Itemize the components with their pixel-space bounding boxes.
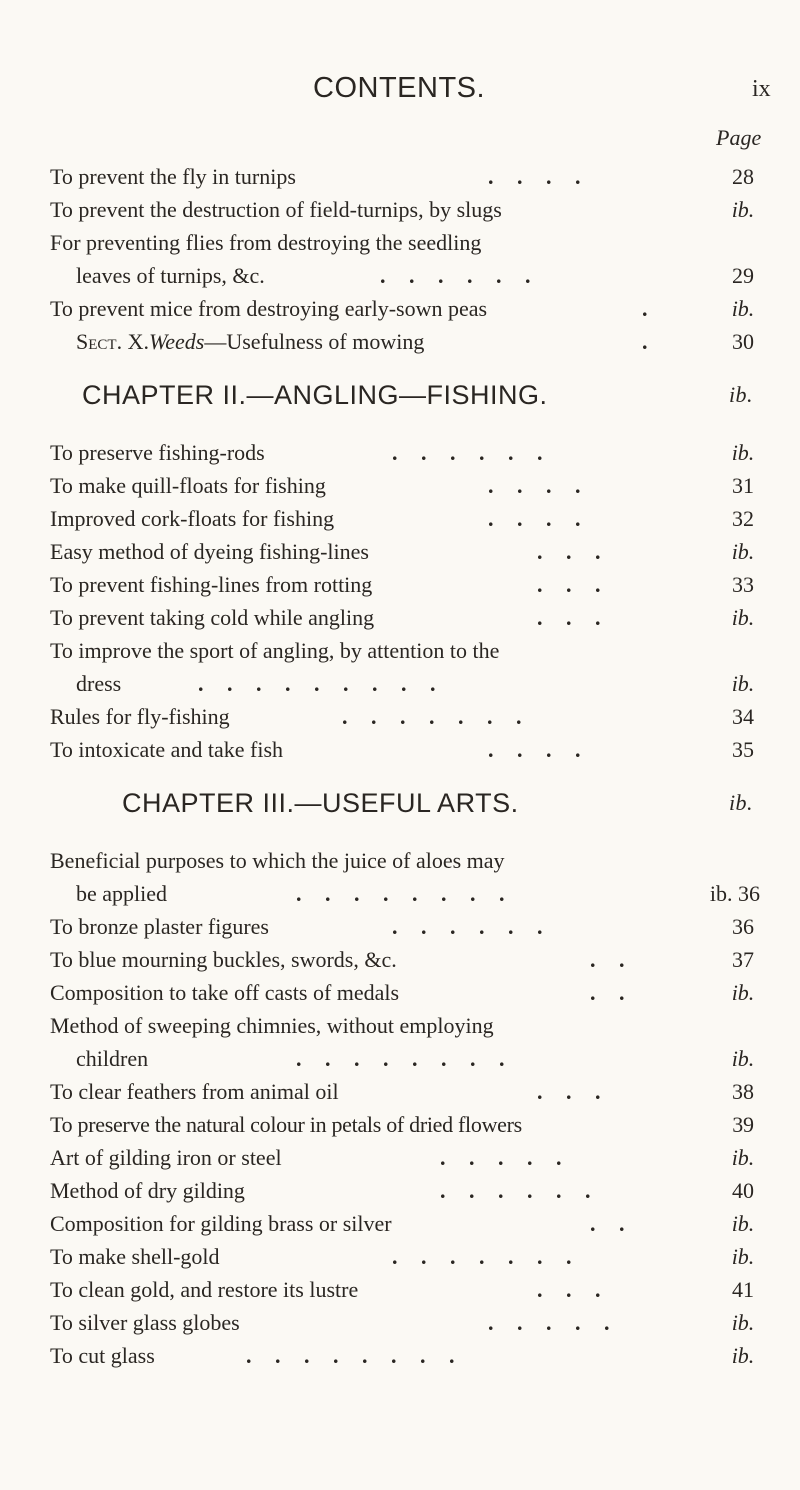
toc-entry: Beneficial purposes to which the juice of aloes may	[50, 848, 505, 873]
page-ref: ib.	[731, 605, 755, 630]
toc-entry: To blue mourning buckles, swords, &c. . . 37	[50, 943, 760, 976]
page-ref: 30	[732, 329, 754, 354]
page-title: CONTENTS.	[313, 72, 486, 104]
toc-entry: Rules for fly-fishing . . . . . . . 34	[50, 700, 760, 733]
toc-entry: To cut glass . . . . . . . . ib.	[50, 1339, 760, 1372]
toc-entry: To clean gold, and restore its lustre . . . 41	[50, 1273, 760, 1306]
page-ref: 32	[732, 506, 754, 531]
toc-entry-continuation: leaves of turnips, &c. . . . . . . 29	[50, 259, 760, 292]
page-ref: ib.	[731, 296, 755, 321]
page-ref: ib.	[731, 1145, 755, 1170]
toc-entry: To prevent taking cold while angling . . . ib.	[50, 601, 760, 634]
toc-entry: To bronze plaster figures . . . . . . 36	[50, 910, 760, 943]
page-ref: ib.	[731, 1310, 755, 1335]
page-ref: 29	[732, 263, 754, 288]
page-ref: 36	[732, 914, 754, 939]
page-ref: 39	[732, 1112, 754, 1137]
toc-entry: To prevent fishing-lines from rotting . . . 33	[50, 568, 760, 601]
toc-entry-continuation: be applied . . . . . . . . ib. 36	[50, 877, 760, 910]
page-ref: 37	[732, 947, 754, 972]
toc-entry: Composition for gilding brass or silver . . ib.	[50, 1207, 760, 1240]
page-ref: ib. 36	[709, 881, 760, 906]
toc-entry: To preserve the natural colour in petals of dried flowers 39	[50, 1108, 760, 1141]
page-ref: ib.	[731, 1211, 755, 1236]
chapter-heading: CHAPTER II.—ANGLING—FISHING. ib.	[50, 372, 760, 418]
toc-entry: To prevent the fly in turnips . . . . 28	[50, 160, 760, 193]
toc-entry-continuation: dress . . . . . . . . . ib.	[50, 667, 760, 700]
toc-entry: Easy method of dyeing fishing-lines . . . ib.	[50, 535, 760, 568]
toc-entry: Method of sweeping chimnies, without employing	[50, 1013, 494, 1038]
page-ref: 28	[732, 164, 754, 189]
page-ref: 38	[732, 1079, 754, 1104]
toc-entry: To silver glass globes . . . . . ib.	[50, 1306, 760, 1339]
toc-entry: To prevent mice from destroying early-sown peas . ib.	[50, 292, 760, 325]
page-ref: ib.	[731, 440, 755, 465]
toc-entry-continuation: children . . . . . . . . ib.	[50, 1042, 760, 1075]
toc-entry: To make shell-gold . . . . . . . ib.	[50, 1240, 760, 1273]
page-column-label: Page	[716, 125, 762, 150]
toc-entry: For preventing flies from destroying the seedling	[50, 230, 482, 255]
chapter-heading: CHAPTER III.—USEFUL ARTS. ib.	[50, 780, 760, 826]
toc-entry: Composition to take off casts of medals . . ib.	[50, 976, 760, 1009]
toc-entry: To improve the sport of angling, by attention to the	[50, 638, 500, 663]
page-ref: ib.	[731, 539, 755, 564]
page-ref: ib.	[728, 790, 754, 815]
toc-entry: To make quill-floats for fishing . . . . 31	[50, 469, 760, 502]
toc-entry: To prevent the destruction of field-turnips, by slugs ib.	[50, 193, 760, 226]
page-ref: 33	[732, 572, 754, 597]
page-ref: ib.	[728, 382, 754, 407]
page-ref: 34	[732, 704, 754, 729]
toc-entry: To intoxicate and take fish . . . . 35	[50, 733, 760, 766]
page-ref: ib.	[731, 1343, 755, 1368]
page-ref: ib.	[731, 1046, 755, 1071]
toc-entry: To preserve fishing-rods . . . . . . ib.	[50, 436, 760, 469]
page-ref: 41	[732, 1277, 754, 1302]
toc-entry: Improved cork-floats for fishing . . . . 32	[50, 502, 760, 535]
page-ref: ib.	[731, 980, 755, 1005]
page-ref: 40	[732, 1178, 754, 1203]
toc-section-entry: Sect. X.Weeds—Usefulness of mowing . 30	[50, 325, 760, 358]
page-ref: ib.	[731, 197, 755, 222]
running-head	[0, 72, 800, 112]
page-ref: 35	[732, 737, 754, 762]
folio-number: ix	[752, 76, 771, 102]
table-of-contents	[50, 160, 760, 1372]
toc-entry: Art of gilding iron or steel . . . . . ib.	[50, 1141, 760, 1174]
toc-entry: To clear feathers from animal oil . . . 38	[50, 1075, 760, 1108]
page-ref: ib.	[731, 1244, 755, 1269]
page-ref: ib.	[731, 671, 755, 696]
toc-entry: Method of dry gilding . . . . . . 40	[50, 1174, 760, 1207]
page-ref: 31	[732, 473, 754, 498]
